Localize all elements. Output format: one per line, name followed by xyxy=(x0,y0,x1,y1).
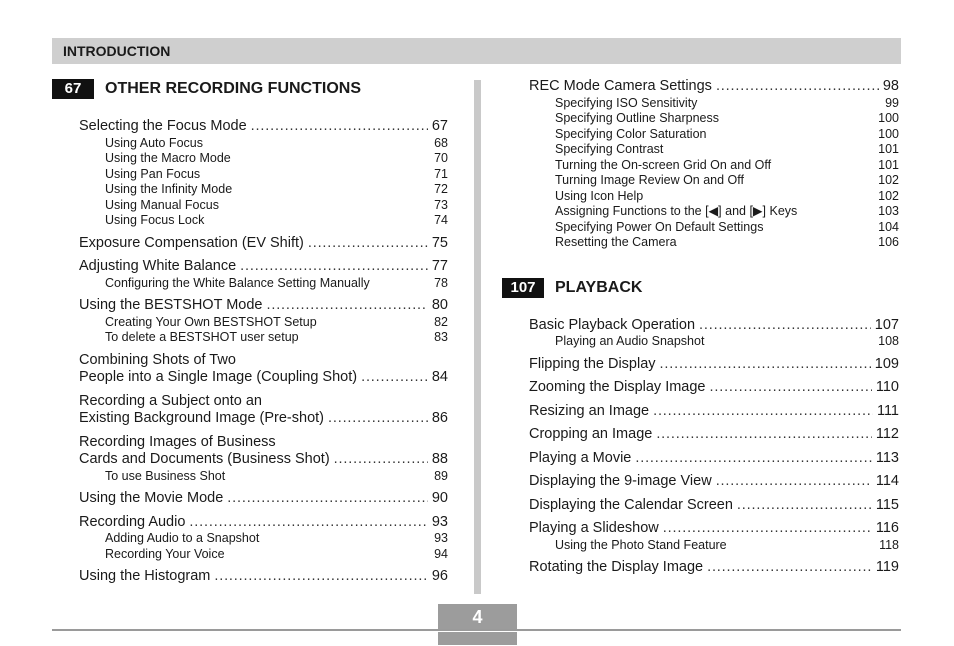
section-header-other-recording xyxy=(52,78,448,100)
dot-leader xyxy=(328,410,428,428)
toc-subentry-page-number: 78 xyxy=(434,275,448,290)
toc-entry-title: People into a Single Image (Coupling Shot) xyxy=(79,369,358,385)
toc-subentry-page-number: 102 xyxy=(878,173,899,187)
dot-leader xyxy=(710,379,872,397)
dot-leader xyxy=(308,235,428,253)
toc-entry-title: Selecting the Focus Mode xyxy=(79,118,247,134)
dot-leader xyxy=(660,356,871,374)
toc-subentry-title: Specifying Power On Default Settings xyxy=(555,219,764,234)
toc-subentry-title: Using Focus Lock xyxy=(105,213,205,227)
section-header-playback xyxy=(502,277,899,299)
dot-leader xyxy=(737,497,872,515)
toc-subentry-page-number: 68 xyxy=(434,135,448,150)
header-bar xyxy=(52,38,901,64)
toc-entry-title: Existing Background Image (Pre-shot) xyxy=(79,410,324,426)
dot-leader xyxy=(251,118,428,136)
toc-entry-row xyxy=(529,379,899,397)
toc-subentry[interactable] xyxy=(529,235,899,251)
toc-subentry-title: Playing an Audio Snapshot xyxy=(555,334,705,348)
toc-subentry-page-number: 100 xyxy=(878,126,899,141)
toc-subentry-title: Specifying ISO Sensitivity xyxy=(555,95,698,110)
toc-subentry[interactable] xyxy=(529,158,899,174)
toc-entry[interactable] xyxy=(529,473,899,491)
toc-entry[interactable] xyxy=(529,78,899,251)
toc-subentry-title: Recording Your Voice xyxy=(105,546,225,561)
toc-page-number: 119 xyxy=(875,559,899,575)
toc-entry-title: Rotating the Display Image xyxy=(529,559,704,575)
toc-page-number: 98 xyxy=(882,78,899,94)
toc-entry-title: Combining Shots of Two xyxy=(79,351,236,368)
page-number-box-lower xyxy=(438,632,517,645)
toc-page-number: 90 xyxy=(431,490,448,506)
toc-subentry[interactable] xyxy=(529,127,899,143)
toc-subentry-title: Specifying Color Saturation xyxy=(555,126,707,141)
toc-entry-title: Using the BESTSHOT Mode xyxy=(79,297,263,313)
toc-subentry-title: Specifying Contrast xyxy=(555,142,664,156)
toc-entry-title: Exposure Compensation (EV Shift) xyxy=(79,234,304,251)
toc-entry-title: Recording Images of Business xyxy=(79,433,276,450)
toc-subentry-page-number: 82 xyxy=(434,314,448,329)
toc-subentry-title: Using Pan Focus xyxy=(105,166,201,181)
dot-leader xyxy=(635,450,872,468)
toc-entry-title: Playing a Movie xyxy=(529,449,632,466)
toc-page-number: 93 xyxy=(431,513,448,530)
toc-page-number: 112 xyxy=(875,426,899,442)
toc-subentry-title: Using Icon Help xyxy=(555,188,644,203)
toc-subentry[interactable] xyxy=(529,204,899,220)
toc-subentry-page-number: 118 xyxy=(879,537,899,552)
toc-subentry-title: Using the Macro Mode xyxy=(105,151,231,165)
toc-entry-row xyxy=(529,426,899,444)
toc-subentry[interactable] xyxy=(529,538,899,554)
toc-subentry[interactable] xyxy=(79,167,448,183)
toc-subentry-title: Specifying Outline Sharpness xyxy=(555,111,719,125)
toc-entry[interactable] xyxy=(529,403,899,421)
toc-subentry-title: To use Business Shot xyxy=(105,468,226,483)
toc-page-number: 84 xyxy=(431,369,448,385)
toc-subentry[interactable] xyxy=(79,315,448,331)
toc-page-number: 115 xyxy=(875,496,899,513)
toc-entry-title: Resizing an Image xyxy=(529,402,650,419)
toc-subentry-page-number: 102 xyxy=(878,188,899,203)
dot-leader xyxy=(214,568,428,586)
dot-leader xyxy=(663,520,872,538)
dot-leader xyxy=(334,451,428,469)
toc-entry-row xyxy=(529,450,899,468)
toc-subentry-title: Turning Image Review On and Off xyxy=(555,173,744,187)
dot-leader xyxy=(653,403,873,421)
toc-entry[interactable] xyxy=(529,559,899,577)
toc-subentry[interactable] xyxy=(79,198,448,214)
toc-list-playback xyxy=(502,317,899,577)
dot-leader xyxy=(707,559,872,577)
toc-page-number: 111 xyxy=(876,402,899,419)
toc-entry-row xyxy=(529,497,899,515)
toc-page-number: 114 xyxy=(875,473,899,489)
toc-entry-title: Adjusting White Balance xyxy=(79,258,237,274)
toc-subentry-title: Adding Audio to a Snapshot xyxy=(105,531,260,545)
toc-subentry-page-number: 93 xyxy=(434,531,448,545)
toc-subentry[interactable] xyxy=(79,330,448,346)
toc-page-number: 110 xyxy=(875,379,899,395)
toc-subentry-title: Using Auto Focus xyxy=(105,135,203,150)
toc-list-other-recording xyxy=(52,118,448,586)
dot-leader xyxy=(361,369,428,387)
toc-entry[interactable] xyxy=(79,352,448,387)
toc-entry[interactable] xyxy=(529,520,899,553)
dot-leader xyxy=(656,426,872,444)
toc-entry-title: Cards and Documents (Business Shot) xyxy=(79,451,330,467)
toc-entry-title: Using the Histogram xyxy=(79,568,211,584)
toc-subentry[interactable] xyxy=(79,547,448,563)
toc-entry-row xyxy=(529,356,899,374)
toc-page-number: 88 xyxy=(431,451,448,467)
toc-subentry-page-number: 101 xyxy=(878,157,899,172)
toc-entry-row xyxy=(79,451,448,469)
toc-subentry[interactable] xyxy=(529,96,899,112)
toc-subentry-page-number: 70 xyxy=(434,151,448,165)
toc-page-number: 67 xyxy=(431,118,448,134)
toc-subentry-title: Using Manual Focus xyxy=(105,197,219,212)
toc-entry-row xyxy=(79,369,448,387)
toc-subentry-title: Creating Your Own BESTSHOT Setup xyxy=(105,314,317,329)
toc-right-column xyxy=(502,78,899,577)
toc-entry[interactable] xyxy=(79,514,448,563)
toc-entry[interactable] xyxy=(79,393,448,428)
toc-entry-title: Playing a Slideshow xyxy=(529,520,659,536)
toc-subentry-title: Resetting the Camera xyxy=(555,235,677,249)
toc-list-rec-mode xyxy=(502,78,899,251)
toc-subentry[interactable] xyxy=(529,220,899,236)
toc-page-number: 86 xyxy=(431,410,448,426)
column-divider xyxy=(474,80,481,594)
dot-leader xyxy=(716,78,879,96)
toc-entry-title: Displaying the Calendar Screen xyxy=(529,496,733,513)
toc-subentry-page-number: 104 xyxy=(878,219,899,234)
toc-subentry-page-number: 100 xyxy=(878,111,899,125)
toc-subentry-page-number: 89 xyxy=(434,468,448,483)
dot-leader xyxy=(189,514,427,532)
toc-entry[interactable] xyxy=(79,490,448,508)
toc-left-column xyxy=(52,78,448,586)
toc-subentry[interactable] xyxy=(79,469,448,485)
toc-entry-title: Zooming the Display Image xyxy=(529,379,706,395)
section-title: OTHER RECORDING FUNCTIONS xyxy=(105,80,361,97)
toc-entry-title: Cropping an Image xyxy=(529,426,653,442)
toc-subentry-title: Using the Photo Stand Feature xyxy=(555,537,727,552)
toc-subentry[interactable] xyxy=(529,334,899,350)
section-page-badge[interactable]: 107 xyxy=(502,278,544,298)
toc-entry[interactable] xyxy=(79,434,448,485)
toc-entry-row xyxy=(529,559,899,577)
toc-page-number: 113 xyxy=(875,449,899,466)
toc-entry[interactable] xyxy=(79,235,448,253)
toc-entry-row xyxy=(79,258,448,276)
dot-leader xyxy=(266,297,427,315)
toc-entry-row xyxy=(529,403,899,421)
toc-entry-title: Basic Playback Operation xyxy=(529,316,696,333)
toc-entry-title: Displaying the 9-image View xyxy=(529,473,712,489)
toc-subentry[interactable] xyxy=(79,276,448,292)
toc-entry-row xyxy=(79,490,448,508)
toc-subentry[interactable] xyxy=(79,151,448,167)
toc-subentry-page-number: 71 xyxy=(434,166,448,181)
toc-subentry-title: Turning the On-screen Grid On and Off xyxy=(555,157,772,172)
toc-subentry-page-number: 73 xyxy=(434,197,448,212)
toc-entry-row xyxy=(529,520,899,538)
toc-subentry-page-number: 94 xyxy=(434,546,448,561)
toc-subentry[interactable] xyxy=(79,136,448,152)
toc-entry-row xyxy=(79,118,448,136)
toc-page-number: 77 xyxy=(431,258,448,274)
page-number: 4 xyxy=(472,607,483,627)
toc-entry-row xyxy=(79,235,448,253)
toc-entry[interactable] xyxy=(529,356,899,374)
toc-entry[interactable] xyxy=(529,317,899,350)
toc-entry-row xyxy=(529,78,899,96)
toc-entry[interactable] xyxy=(529,450,899,468)
dot-leader xyxy=(716,473,872,491)
toc-subentry-page-number: 74 xyxy=(434,213,448,227)
toc-page-number: 109 xyxy=(874,355,899,372)
toc-page-number: 80 xyxy=(431,297,448,313)
toc-entry[interactable] xyxy=(79,118,448,229)
toc-subentry[interactable] xyxy=(79,531,448,547)
toc-subentry[interactable] xyxy=(529,111,899,127)
section-page-badge[interactable]: 67 xyxy=(52,79,94,99)
toc-subentry-title: Configuring the White Balance Setting Manually xyxy=(105,275,370,290)
toc-subentry[interactable] xyxy=(529,173,899,189)
toc-subentry[interactable] xyxy=(79,182,448,198)
toc-entry[interactable] xyxy=(529,379,899,397)
toc-subentry-page-number: 106 xyxy=(878,235,899,249)
toc-entry[interactable] xyxy=(79,258,448,291)
dot-leader xyxy=(240,258,428,276)
toc-entry[interactable] xyxy=(529,426,899,444)
toc-entry[interactable] xyxy=(79,297,448,346)
footer-rule xyxy=(52,629,901,631)
toc-entry-row xyxy=(529,473,899,491)
chapter-title: INTRODUCTION xyxy=(63,43,171,59)
toc-entry-row xyxy=(79,568,448,586)
toc-page-number: 107 xyxy=(874,316,899,333)
toc-entry-title: Recording a Subject onto an xyxy=(79,392,262,409)
toc-entry-row xyxy=(79,297,448,315)
toc-page-number: 96 xyxy=(431,568,448,584)
dot-leader xyxy=(699,317,871,335)
toc-subentry-page-number: 83 xyxy=(434,330,448,344)
dot-leader xyxy=(227,490,428,508)
toc-entry-row xyxy=(79,410,448,428)
toc-subentry-page-number: 99 xyxy=(885,95,899,110)
toc-subentry[interactable] xyxy=(529,189,899,205)
toc-entry-title: Recording Audio xyxy=(79,513,186,530)
toc-entry[interactable] xyxy=(529,497,899,515)
toc-entry-title: Flipping the Display xyxy=(529,355,656,372)
toc-subentry-title: Assigning Functions to the [◀] and [▶] Keys xyxy=(555,204,798,218)
toc-entry-row xyxy=(79,514,448,532)
toc-entry-title: REC Mode Camera Settings xyxy=(529,78,712,94)
toc-entry-row xyxy=(529,317,899,335)
toc-subentry-page-number: 103 xyxy=(878,204,899,218)
toc-page-number: 116 xyxy=(875,520,899,536)
toc-subentry-title: To delete a BESTSHOT user setup xyxy=(105,330,299,344)
toc-subentry-page-number: 108 xyxy=(878,334,899,348)
toc-entry[interactable] xyxy=(79,568,448,586)
toc-entry-title: Using the Movie Mode xyxy=(79,490,224,506)
toc-subentry-page-number: 101 xyxy=(878,142,899,156)
toc-subentry[interactable] xyxy=(79,213,448,229)
toc-subentry-page-number: 72 xyxy=(434,182,448,196)
toc-page-number: 75 xyxy=(431,234,448,251)
toc-subentry-title: Using the Infinity Mode xyxy=(105,182,233,196)
toc-subentry[interactable] xyxy=(529,142,899,158)
section-title: PLAYBACK xyxy=(555,278,643,296)
